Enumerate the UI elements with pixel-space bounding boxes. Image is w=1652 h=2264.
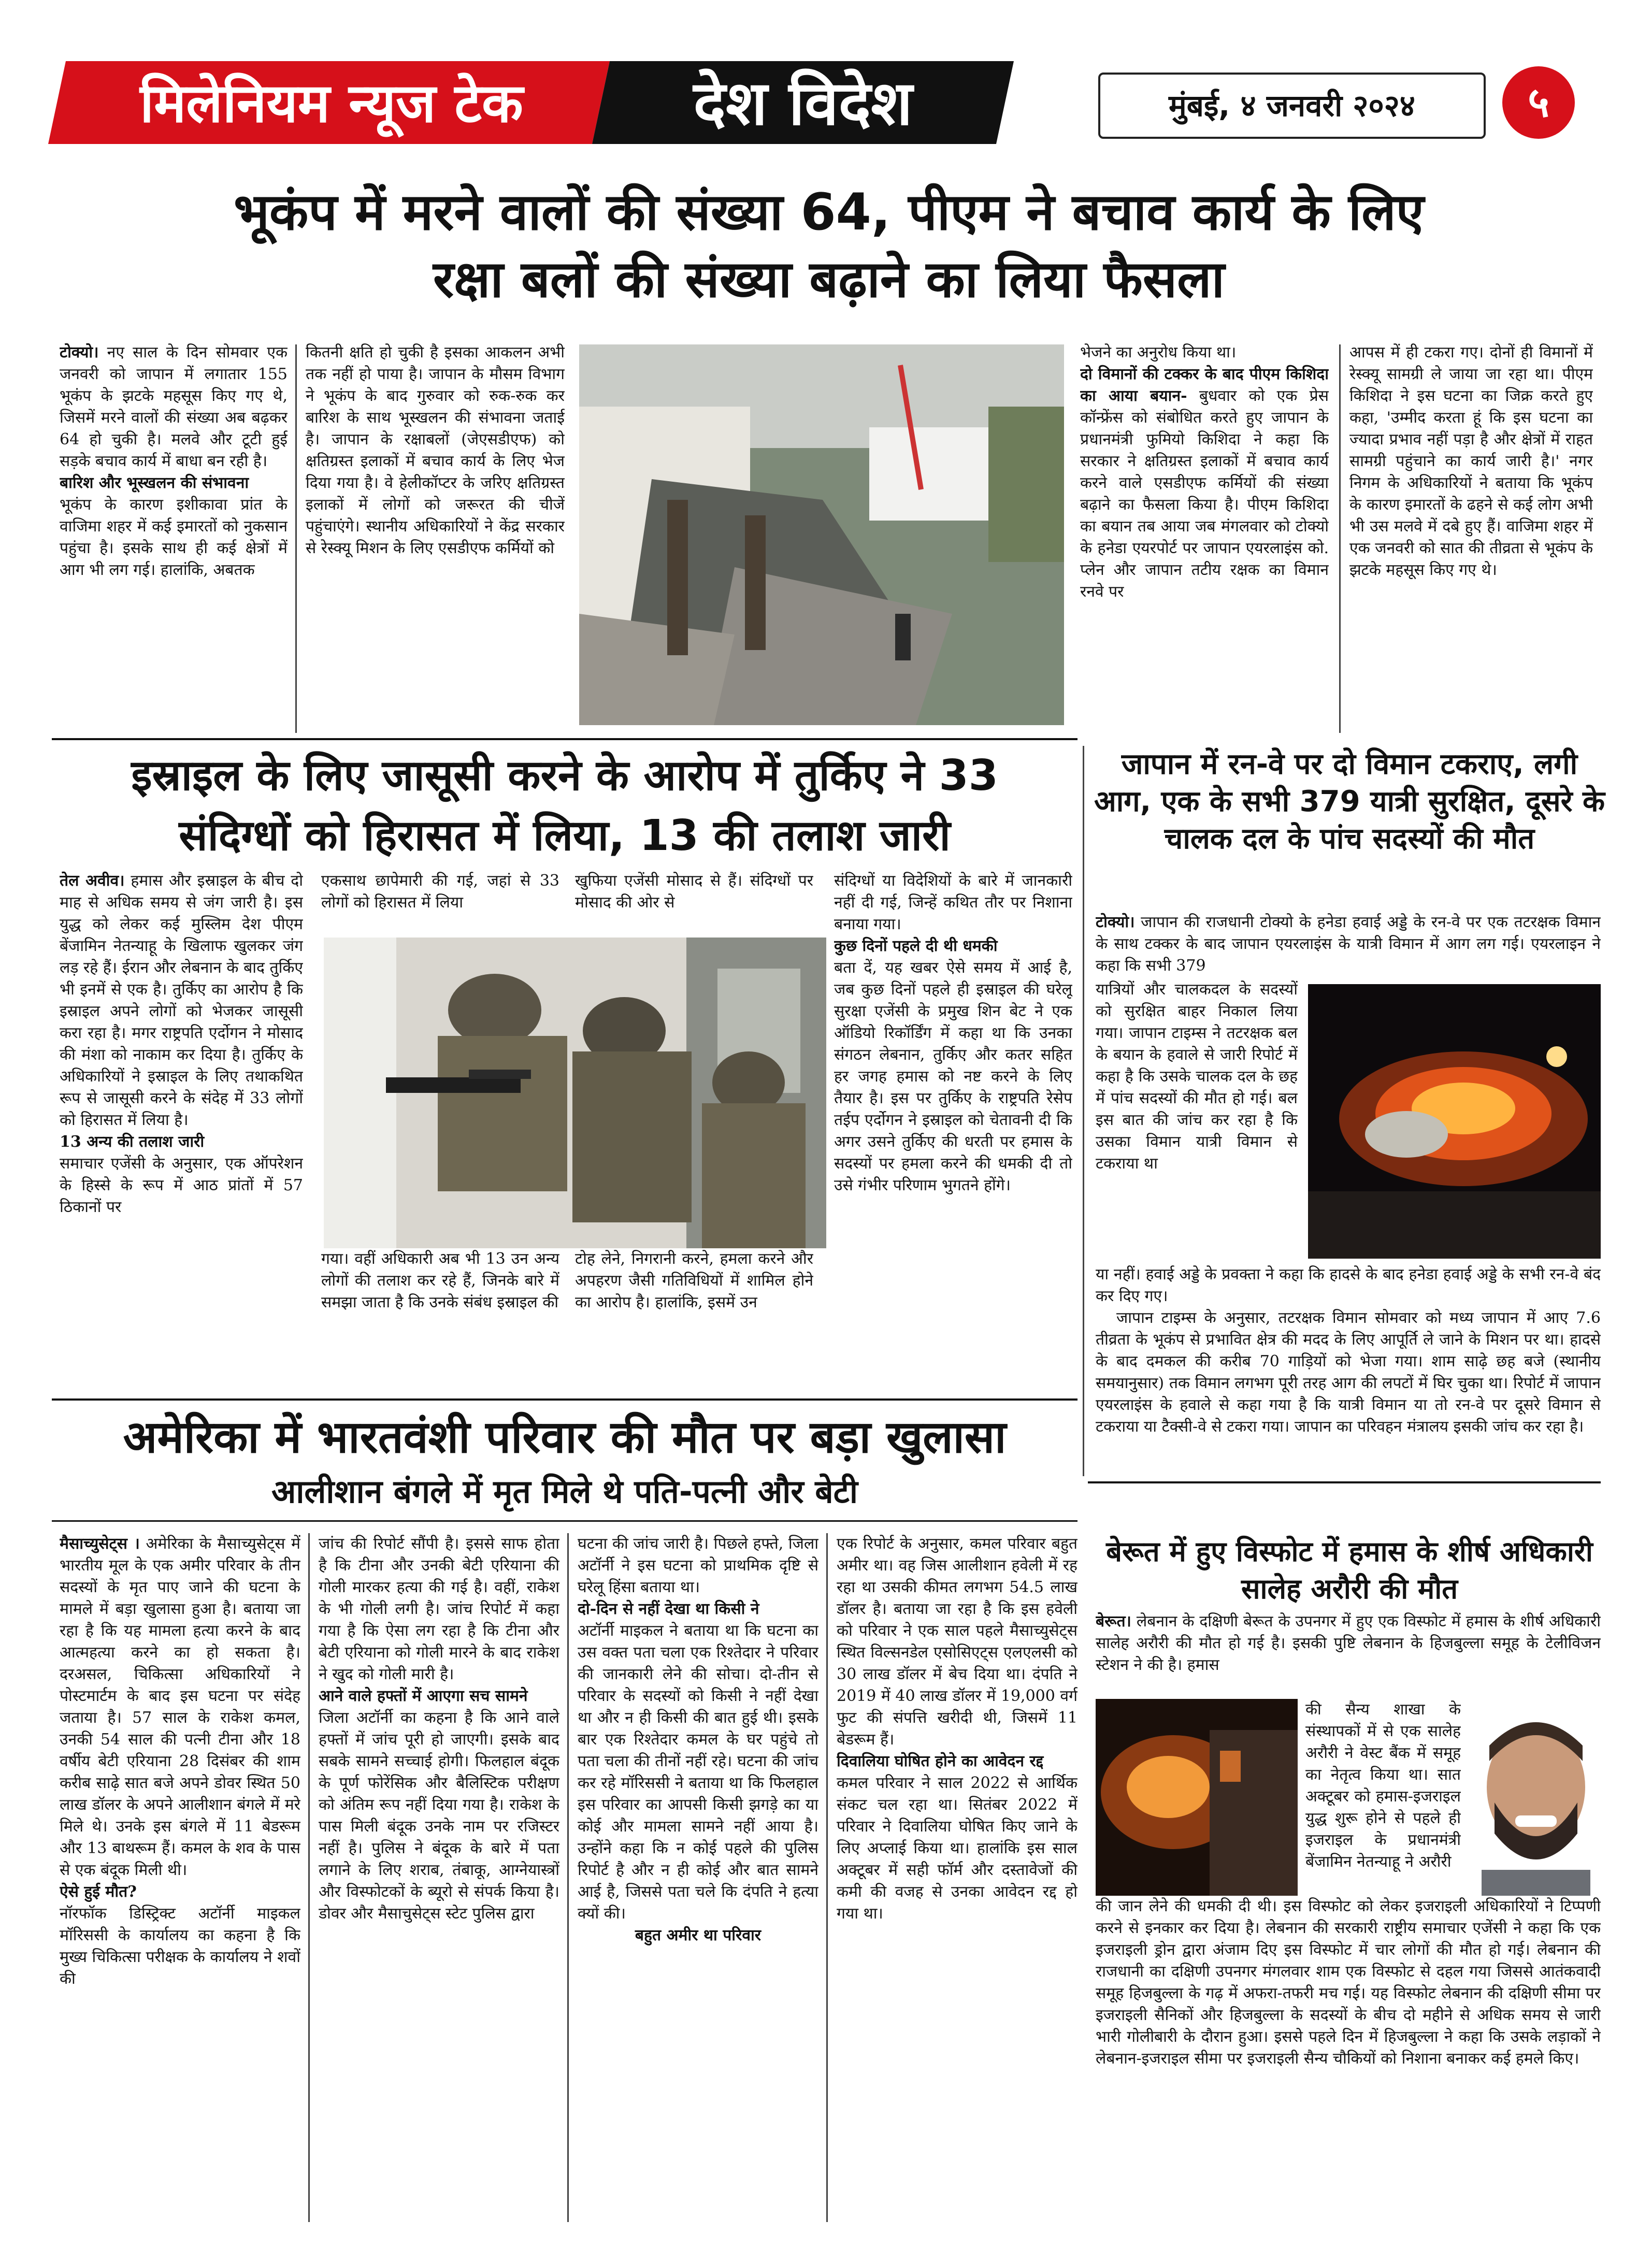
- story5-column-2: [319, 1533, 559, 2227]
- story1-subhead-planes: दो विमानों की टक्कर के बाद पीएम किशिदा का आया बयान-: [1080, 365, 1329, 405]
- story1-col1-para1: नए साल के दिन सोमवार एक जनवरी को जापान में लगातार 155 भूकंप के झटके महसूस किए गए थे, जिसमें मरने वालों की संख्या अब बढ़कर 64 हो चुकी है। मलवे और टूटी हुई सड़के बचाव कार्य में बाधा बन रही है।: [60, 343, 288, 470]
- story4-headline: बेरूत में हुए विस्फोट में हमास के शीर्ष अधिकारी सालेह अरौरी की मौत: [1106, 1535, 1593, 1605]
- story5-dateline: मैसाच्युसेट्स ।: [60, 1535, 140, 1553]
- story2-col1-para2: समाचार एजेंसी के अनुसार, एक ऑपरेशन के हिस्से के रूप में आठ प्रांतों में 57 ठिकानों पर: [60, 1155, 303, 1216]
- page-number: ५: [1502, 66, 1575, 139]
- section-divider: [52, 738, 1078, 740]
- earthquake-damage-photo: [579, 344, 1064, 725]
- story2-column-4: [834, 870, 1072, 1383]
- story2-col1-para1: हमास और इस्राइल के बीच दो माह से अधिक समय से जंग जारी है। इस युद्ध को लेकर कई मुस्लिम देश पीएम बेंजामिन नेतन्याहू के खिलाफ खुलकर जंग लड़ रहे हैं। ईरान और लेबनान के बाद तुर्किए भी इनमें से एक है। तुर्किए का आरोप है कि इस्राइल अपने लोगों को भेजकर जासूसी करा रहा है। मगर राष्ट्रपति एर्दोगन ने मोसाद की मंशा को नाकाम कर दिया है। तुर्किए के अधिकारियों ने इस्राइल के लिए तथाकथित रूप से जासूसी करने के संदेह में 33 लोगों को हिरासत में लिया है।: [60, 872, 303, 1129]
- column-rule: [826, 1533, 828, 2222]
- story3-continued: [1096, 1264, 1601, 1476]
- story5-headline: अमेरिका में भारतवंशी परिवार की मौत पर बड़ा खुलासा: [123, 1411, 1007, 1463]
- story2-subhead-threat: कुछ दिनों पहले दी थी धमकी: [834, 937, 998, 955]
- story2-column-1: [60, 870, 303, 1388]
- story4-continued: [1096, 1896, 1601, 2227]
- story1-col3-para1: भेजने का अनुरोध किया था।: [1080, 343, 1237, 362]
- story5-column-4: [837, 1533, 1078, 2227]
- turkish-police-photo: [324, 938, 826, 1248]
- story1-column-1: [60, 342, 288, 736]
- story1-column-3: [1080, 342, 1329, 736]
- section-name: देश विदेश: [693, 67, 913, 139]
- story5-subheadline: आलीशान बंगले में मृत मिले थे पति-पत्नी और बेटी: [271, 1473, 858, 1510]
- burning-plane-photo: [1308, 984, 1601, 1259]
- column-rule: [1083, 746, 1084, 1476]
- story5-subhead-unseen: दो-दिन से नहीं देखा था किसी ने: [578, 1600, 759, 1618]
- saleh-arouri-portrait: [1471, 1699, 1601, 1896]
- section-divider: [52, 1398, 1078, 1401]
- story5-col1-para1: अमेरिका के मैसाच्युसेट्स में भारतीय मूल के एक अमीर परिवार के तीन सदस्यों के मृत पाए जाने की घटना के मामले में बड़ा खुलासा हुआ है। बताया जा रहा है कि यह मामला हत्या करने के बाद आत्महत्या करने का हो सकता है। दरअसल, चिकित्सा अधिकारियों ने पोस्टमार्टम के बाद इस घटना पर संदेह जताया है। 57 साल के राकेश कमल, उनकी 54 साल की पत्नी टीना और 18 वर्षीय बेटी एरियाना 28 दिसंबर की शाम करीब साढ़े सात बजे अपने डोवर स्थित 50 लाख डॉलर के अपने आलीशान बंगले में मरे मिले थे। उनके इस बंगले में 11 बेडरूम और 13 बाथरूम हैं। कमल के शव के पास से एक बंदूक मिली थी।: [60, 1535, 300, 1879]
- section-divider: [1088, 1481, 1601, 1483]
- story5-col3-para2: अटॉर्नी माइकल ने बताया था कि घटना का उस वक्त पता चला एक रिश्तेदार ने परिवार की जानकारी लेने की सोचा। दो-तीन से परिवार के सदस्यों को किसी ने नहीं देखा था और न ही किसी की बात हुई थी। इसके बार एक रिश्तेदार कमल के घर पहुंचे तो पता चला की तीनों नहीं रहे। घटना की जांच कर रहे मॉरिससी ने बताया था कि फिलहाल इस परिवार का आपसी किसी झगड़े का या कोई और मामला सामने नहीं आया है। उन्होंने कहा कि न कोई पहले की पुलिस रिपोर्ट है और न ही कोई और बात सामने आई है, जिससे पता चले कि दंपति ने हत्या क्यों की।: [578, 1622, 818, 1923]
- story1-col4-para1: आपस में ही टकरा गए। दोनों ही विमानों में रेस्क्यू सामग्री ले जाया जा रहा था। पीएम किशिदा ने इस घटना का जिक्र करते हुए कहा, 'उम्मीद करता हूं कि इस घटना का ज्यादा प्रभाव नहीं पड़ा है और क्षेत्रों में राहत सामग्री पहुंचाने का कार्य जारी है।' नगर निगम के अधिकारियों ने बताया कि भूकंप के कारण इमारतों के ढहने से कई लोग अभी भी उस मलवे में दबे हुए हैं। वाजिमा शहर में एक जनवरी को सात की तीव्रता से भूकंप के झटके महसूस किए गए थे।: [1349, 343, 1593, 579]
- story3-intro: [1096, 912, 1601, 979]
- column-rule: [295, 344, 297, 733]
- story1-column-4: [1349, 342, 1593, 736]
- story2-headline-line2: संदिग्धों को हिरासत में लिया, 13 की तलाश जारी: [179, 811, 951, 860]
- story4-para1-side: की सैन्य शाखा के संस्थापकों में से एक सालेह अरौरी ने वेस्ट बैंक में समूह का नेतृत्व किया था। सात अक्टूबर को हमास-इजराइल युद्ध शुरू होने से पहले ही इजराइल के प्रधानमंत्री बेंजामिन नेतन्याहू ने अरौरी: [1305, 1700, 1461, 1871]
- story2-col2-bottom: गया। वहीं अधिकारी अब भी 13 उन अन्य लोगों की तलाश कर रहे हैं, जिनके बारे में समझा जाता है कि उनके संबंध इस्राइल की: [321, 1250, 559, 1311]
- story2-column-2-top: [321, 870, 559, 917]
- beirut-explosion-photo: [1096, 1699, 1298, 1896]
- story2-col3-top: खुफिया एजेंसी मोसाद से हैं। संदिग्धों पर मोसाद की ओर से: [575, 872, 813, 912]
- story1-headline-line2: रक्षा बलों की संख्या बढ़ाने का लिया फैसला: [433, 250, 1225, 309]
- story5-col3-para1: घटना की जांच जारी है। पिछले हफ्ते, जिला अटॉर्नी ने इस घटना को प्राथमिक दृष्टि से घरेलू हिंसा बताया था।: [578, 1535, 818, 1596]
- story5-col4-para2: कमल परिवार ने साल 2022 से आर्थिक संकट चल रहा था। सितंबर 2022 में परिवार ने दिवालिया घोषित किए जाने के लिए अप्लाई किया था। हालांकि इस साल अक्टूबर में सही फॉर्म और दस्तावेजों की कमी की वजह से उनका आवेदन रद्द हो गया था।: [837, 1774, 1078, 1923]
- brand-name: मिलेनियम न्यूज टेक: [140, 71, 523, 135]
- story1-col1-para2: भूकंप के कारण इशीकावा प्रांत के वाजिमा शहर में कई इमारतों को नुकसान पहुंचा है। इसके साथ ही कई क्षेत्रों में आग भी लग गई। हालांकि, अबतक: [60, 496, 288, 579]
- story5-col1-para2: नॉरफॉक डिस्ट्रिक्ट अटॉर्नी माइकल मॉरिससी के कार्यालय का कहना है कि मुख्य चिकित्सा परीक्षक के कार्यालय ने शवों की: [60, 1905, 300, 1988]
- story3-para1-end: या नहीं। हवाई अड्डे के प्रवक्ता ने कहा कि हादसे के बाद हनेडा हवाई अड्डे के सभी रन-वे बंद कर दिए गए।: [1096, 1265, 1601, 1305]
- section-divider: [52, 1520, 1078, 1522]
- story2-dateline: तेल अवीव।: [60, 872, 125, 890]
- column-rule: [1339, 344, 1341, 733]
- story5-column-1: [60, 1533, 300, 2227]
- story2-headline: [52, 746, 1078, 866]
- story5-subhead-rich: बहुत अमीर था परिवार: [635, 1926, 762, 1944]
- story5-subhead-truth: आने वाले हफ्तों में आएगा सच सामने: [319, 1687, 528, 1705]
- story5-subhead-bankruptcy: दिवालिया घोषित होने का आवेदन रद्द: [837, 1752, 1044, 1770]
- edition-date: मुंबई, ४ जनवरी २०२४: [1098, 73, 1486, 139]
- story4-intro: [1096, 1611, 1601, 1699]
- story2-column-2-bottom: [321, 1248, 559, 1383]
- story1-headline: [52, 179, 1606, 313]
- story2-subhead-search: 13 अन्य की तलाश जारी: [60, 1133, 205, 1151]
- story1-subhead-rain: बारिश और भूस्खलन की संभावना: [60, 474, 249, 492]
- story1-col3-para2: बुधवार को एक प्रेस कॉन्फ्रेंस को संबोधित करते हुए जापान के प्रधानमंत्री फुमियो किशिदा ने कहा कि सरकार ने क्षतिग्रस्त इलाकों में बचाव कार्य करने वाले एसडीएफ कर्मियों की संख्या बढ़ाने का फैसला किया है। पीएम किशिदा का बयान तब आया जब मंगलवार को टोक्यो के हनेडा एयरपोर्ट पर जापान एयरलाइंस को. प्लेन और जापान तटीय रक्षक का विमान रनवे पर: [1080, 387, 1329, 601]
- story4-side-column: [1305, 1699, 1461, 1896]
- story3-para2: जापान टाइम्स के अनुसार, तटरक्षक विमान सोमवार को मध्य जापान में आए 7.6 तीव्रता के भूकंप से प्रभावित क्षेत्र की मदद के लिए आपूर्ति ले जाने के मिशन पर था। हादसे के बाद दमकल की करीब 70 गाड़ियों को भेजा गया। शाम साढ़े छह बजे (स्थानीय समयानुसार) तक विमान लगभग पूरी तरह आग की लपटों में घिर चुका था। रिपोर्ट में जापान एयरलाइंस के हवाले से कहा गया है कि यात्री विमान या तो रन-वे पर दूसरे विमान से टकराया या टैक्सी-वे से टकरा गया। जापान का परिवहन मंत्रालय इसकी जांच कर रहा है।: [1096, 1309, 1601, 1436]
- story3-para1: जापान की राजधानी टोक्यो के हनेडा हवाई अड्डे के रन-वे पर एक तटरक्षक विमान के साथ टक्कर के बाद जापान एयरलाइंस के यात्री विमान में आग लग गई। एयरलाइन ने कहा कि सभी 379: [1096, 913, 1601, 975]
- story3-para1-side: यात्रियों और चालकदल के सदस्यों को सुरक्षित बाहर निकाल लिया गया। जापान टाइम्स ने तटरक्षक बल के बयान के हवाले से जारी रिपोर्ट में कहा है कि उसके चालक दल के छह में पांच सदस्यों की मौत हो गई। बल इस बात की जांच कर रहा है कि उसका विमान यात्री विमान से टकराया था: [1096, 980, 1298, 1173]
- story1-col2-para1: कितनी क्षति हो चुकी है इसका आकलन अभी तक नहीं हो पाया है। जापान के मौसम विभाग ने भूकंप के बाद गुरुवार को रुक-रुक कर बारिश के साथ भूस्खलन की संभावना जताई है। जापान के रक्षाबलों (जेएसडीएफ) को क्षतिग्रस्त इलाकों में बचाव कार्य के लिए भेज दिया गया है। वे हेलीकॉप्टर के जरिए क्षतिग्रस्त इलाकों में लोगों को जरूरत की चीजें पहुंचाएंगे। स्थानीय अधिकारियों ने केंद्र सरकार से रेस्क्यू मिशन के लिए एसडीएफ कर्मियों को: [306, 343, 565, 557]
- story5-subhead-death: ऐसे हुई मौत?: [60, 1883, 137, 1901]
- story3-dateline: टोक्यो।: [1096, 913, 1135, 931]
- column-rule: [567, 1533, 569, 2222]
- story1-dateline: टोक्यो।: [60, 343, 99, 362]
- story3-headline: जापान में रन-वे पर दो विमान टकराए, लगी आग, एक के सभी 379 यात्री सुरक्षित, दूसरे के चालक दल के पांच सदस्यों की मौत: [1094, 747, 1605, 856]
- story2-col4-para2: बता दें, यह खबर ऐसे समय में आई है, जब कुछ दिनों पहले ही इस्राइल की घरेलू सुरक्षा एजेंसी के प्रमुख शिन बेट ने एक ऑडियो रिकॉर्डिंग में कहा था कि उनका संगठन लेबनान, तुर्किए और कतर सहित हर जगह हमास को नष्ट करने के लिए तैयार है। इस पर तुर्किए के राष्ट्रपति रेसेप तईप एर्दोगन ने इस्राइल को चेतावनी दी कि अगर उसने तुर्किए की धरती पर हमास के सदस्यों पर हमला करने की धमकी दी तो उसे गंभीर परिणाम भुगतने होंगे।: [834, 959, 1072, 1194]
- story5-col2-para1: जांच की रिपोर्ट सौंपी है। इससे साफ होता है कि टीना और उनकी बेटी एरियाना की गोली मारकर हत्या की गई है। वहीं, राकेश के भी गोली लगी है। जांच रिपोर्ट में कहा गया है कि ऐसा लग रहा है कि टीना और बेटी एरियाना को गोली मारने के बाद राकेश ने खुद को गोली मारी है।: [319, 1535, 559, 1683]
- story2-column-3-top: [575, 870, 813, 917]
- story4-para1: लेबनान के दक्षिणी बेरूत के उपनगर में हुए एक विस्फोट में हमास के शीर्ष अधिकारी सालेह अरौरी की मौत हो गई है। इसकी पुष्टि लेबनान के हिजबुल्ला समूह के टेलीविजन स्टेशन ने की है। हमास: [1096, 1612, 1601, 1674]
- story2-headline-line1: इस्राइल के लिए जासूसी करने के आरोप में तुर्किए ने 33: [131, 751, 998, 800]
- story2-column-3-bottom: [575, 1248, 813, 1383]
- story5-column-3: [578, 1533, 818, 2227]
- story1-column-2: [306, 342, 565, 736]
- story3-side-column: [1096, 979, 1298, 1264]
- story5-col2-para2: जिला अटॉर्नी का कहना है कि आने वाले हफ्तों में जांच पूरी हो जाएगी। इसके बाद सबके सामने सच्चाई होगी। फिलहाल बंदूक के पूर्ण फोरेंसिक और बैलिस्टिक परीक्षण को अंतिम रूप नहीं दिया गया है। राकेश के पास मिली बंदूक उनके नाम पर रजिस्टर नहीं है। पुलिस ने बंदूक के बारे में पता लगाने के लिए शराब, तंबाकू, आग्नेयास्त्रों और विस्फोटकों के ब्यूरो से संपर्क किया है। डोवर और मैसाचुसेट्स स्टेट पुलिस द्वारा: [319, 1709, 559, 1923]
- story2-col4-para1: संदिग्धों या विदेशियों के बारे में जानकारी नहीं दी गई, जिन्हें कथित तौर पर निशाना बनाया गया।: [834, 872, 1072, 933]
- story4-dateline: बेरूत।: [1096, 1612, 1131, 1631]
- story5-col4-para1: एक रिपोर्ट के अनुसार, कमल परिवार बहुत अमीर था। वह जिस आलीशान हवेली में रह रहा था उसकी कीमत लगभग 54.5 लाख डॉलर है। बताया जा रहा है कि इस हवेली को परिवार ने एक साल पहले मैसाच्युसेट्स स्थित विल्सनडेल एसोसिएट्स एलएलसी को 30 लाख डॉलर में बेच दिया था। दंपति ने 2019 में 40 लाख डॉलर में 19,000 वर्ग फुट की संपत्ति खरीदी थी, जिसमें 11 बेडरूम हैं।: [837, 1535, 1078, 1749]
- story2-col2-top: एकसाथ छापेमारी की गई, जहां से 33 लोगों को हिरासत में लिया: [321, 872, 559, 912]
- story2-col3-bottom: टोह लेने, निगरानी करने, हमला करने और अपहरण जैसी गतिविधियों में शामिल होने का आरोप है। हालांकि, इसमें उन: [575, 1250, 813, 1311]
- column-rule: [308, 1533, 310, 2222]
- story1-headline-line1: भूकंप में मरने वालों की संख्या 64, पीएम ने बचाव कार्य के लिए: [234, 183, 1424, 242]
- story4-para1-end: की जान लेने की धमकी दी थी। इस विस्फोट को लेकर इजराइली अधिकारियों ने टिप्पणी करने से इनकार कर दिया है। लेबनान की सरकारी राष्ट्रीय समाचार एजेंसी ने कहा कि एक इजराइली ड्रोन द्वारा अंजाम दिए इस विस्फोट में चार लोगों की मौत हो गई। लेबनान की राजधानी का दक्षिणी उपनगर मंगलवार शाम एक विस्फोट से दहल गया जिससे आतंकवादी समूह हिजबुल्ला के गढ़ में अफरा-तफरी मच गई। यह विस्फोट लेबनान की दक्षिणी सीमा पर इजराइली सैनिकों और हिजबुल्ला के सदस्यों के बीच दो महीने से अधिक समय से जारी भारी गोलीबारी के दौरान हुआ। इससे पहले दिन में हिजबुल्ला ने कहा कि उसके लड़ाकों ने लेबनान-इजराइल सीमा पर इजराइली सैन्य चौकियों को निशाना बनाकर कई हमले किए।: [1096, 1897, 1601, 2068]
